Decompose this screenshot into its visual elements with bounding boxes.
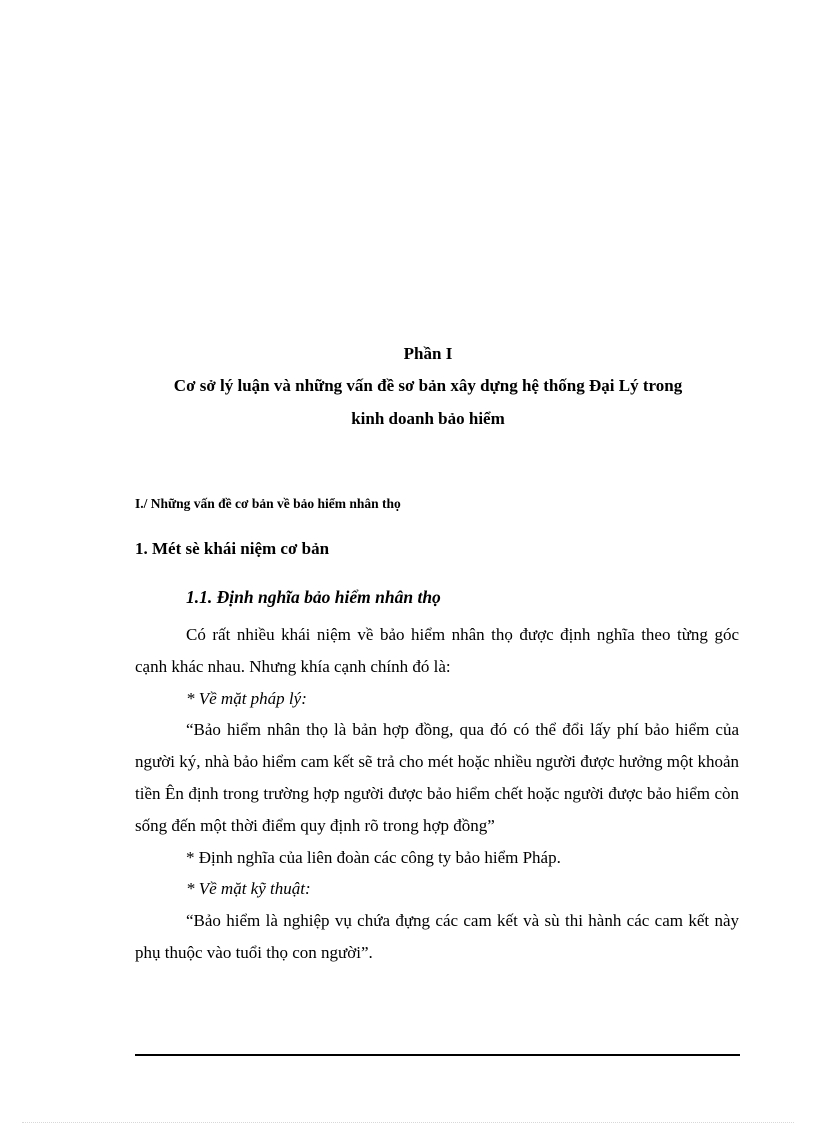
main-title-line-1: Cơ sở lý luận và những vấn đề sơ bản xây dựng hệ thống Đại Lý trong	[173, 376, 683, 395]
paragraph-legal-definition: “Bảo hiểm nhân thọ là bản hợp đồng, qua đó có thể đổi lấy phí bảo hiểm của người ký, nhà bảo hiểm cam kết sẽ trả cho mét hoặc nhiều người được hưởng một khoản tiền Ên định trong trường hợp người được bảo hiểm chết hoặc người được bảo hiểm còn sống đến một thời điểm quy định rõ trong hợp đồng”	[135, 720, 739, 835]
paragraph-technical-definition: “Bảo hiểm là nghiệp vụ chứa đựng các cam kết và sù thi hành các cam kết này phụ thuộc vào tuổi thọ con người”.	[135, 911, 739, 962]
paragraph-technical-label: * Về mặt kỹ thuật:	[186, 879, 311, 899]
subsection-heading: 1. Mét sè khái niệm cơ bản	[135, 539, 330, 558]
footer-rule	[135, 1054, 740, 1056]
main-title-line-2: kinh doanh bảo hiểm	[351, 409, 505, 428]
subsubsection-heading: 1.1. Định nghĩa bảo hiểm nhân thọ	[186, 587, 441, 607]
paragraph-legal-label: * Về mặt pháp lý:	[186, 688, 307, 708]
paragraph-intro: Có rất nhiều khái niệm về bảo hiểm nhân thọ được định nghĩa theo từng góc cạnh khác nhau. Nhưng khía cạnh chính đó là:	[135, 625, 739, 676]
part-title: Phần I	[403, 344, 453, 363]
paragraph-source-note: * Định nghĩa của liên đoàn các công ty bảo hiểm Pháp.	[186, 847, 561, 867]
body-block	[135, 619, 739, 969]
section-heading: I./ Những vấn đề cơ bản về bảo hiểm nhân thọ	[135, 496, 401, 511]
